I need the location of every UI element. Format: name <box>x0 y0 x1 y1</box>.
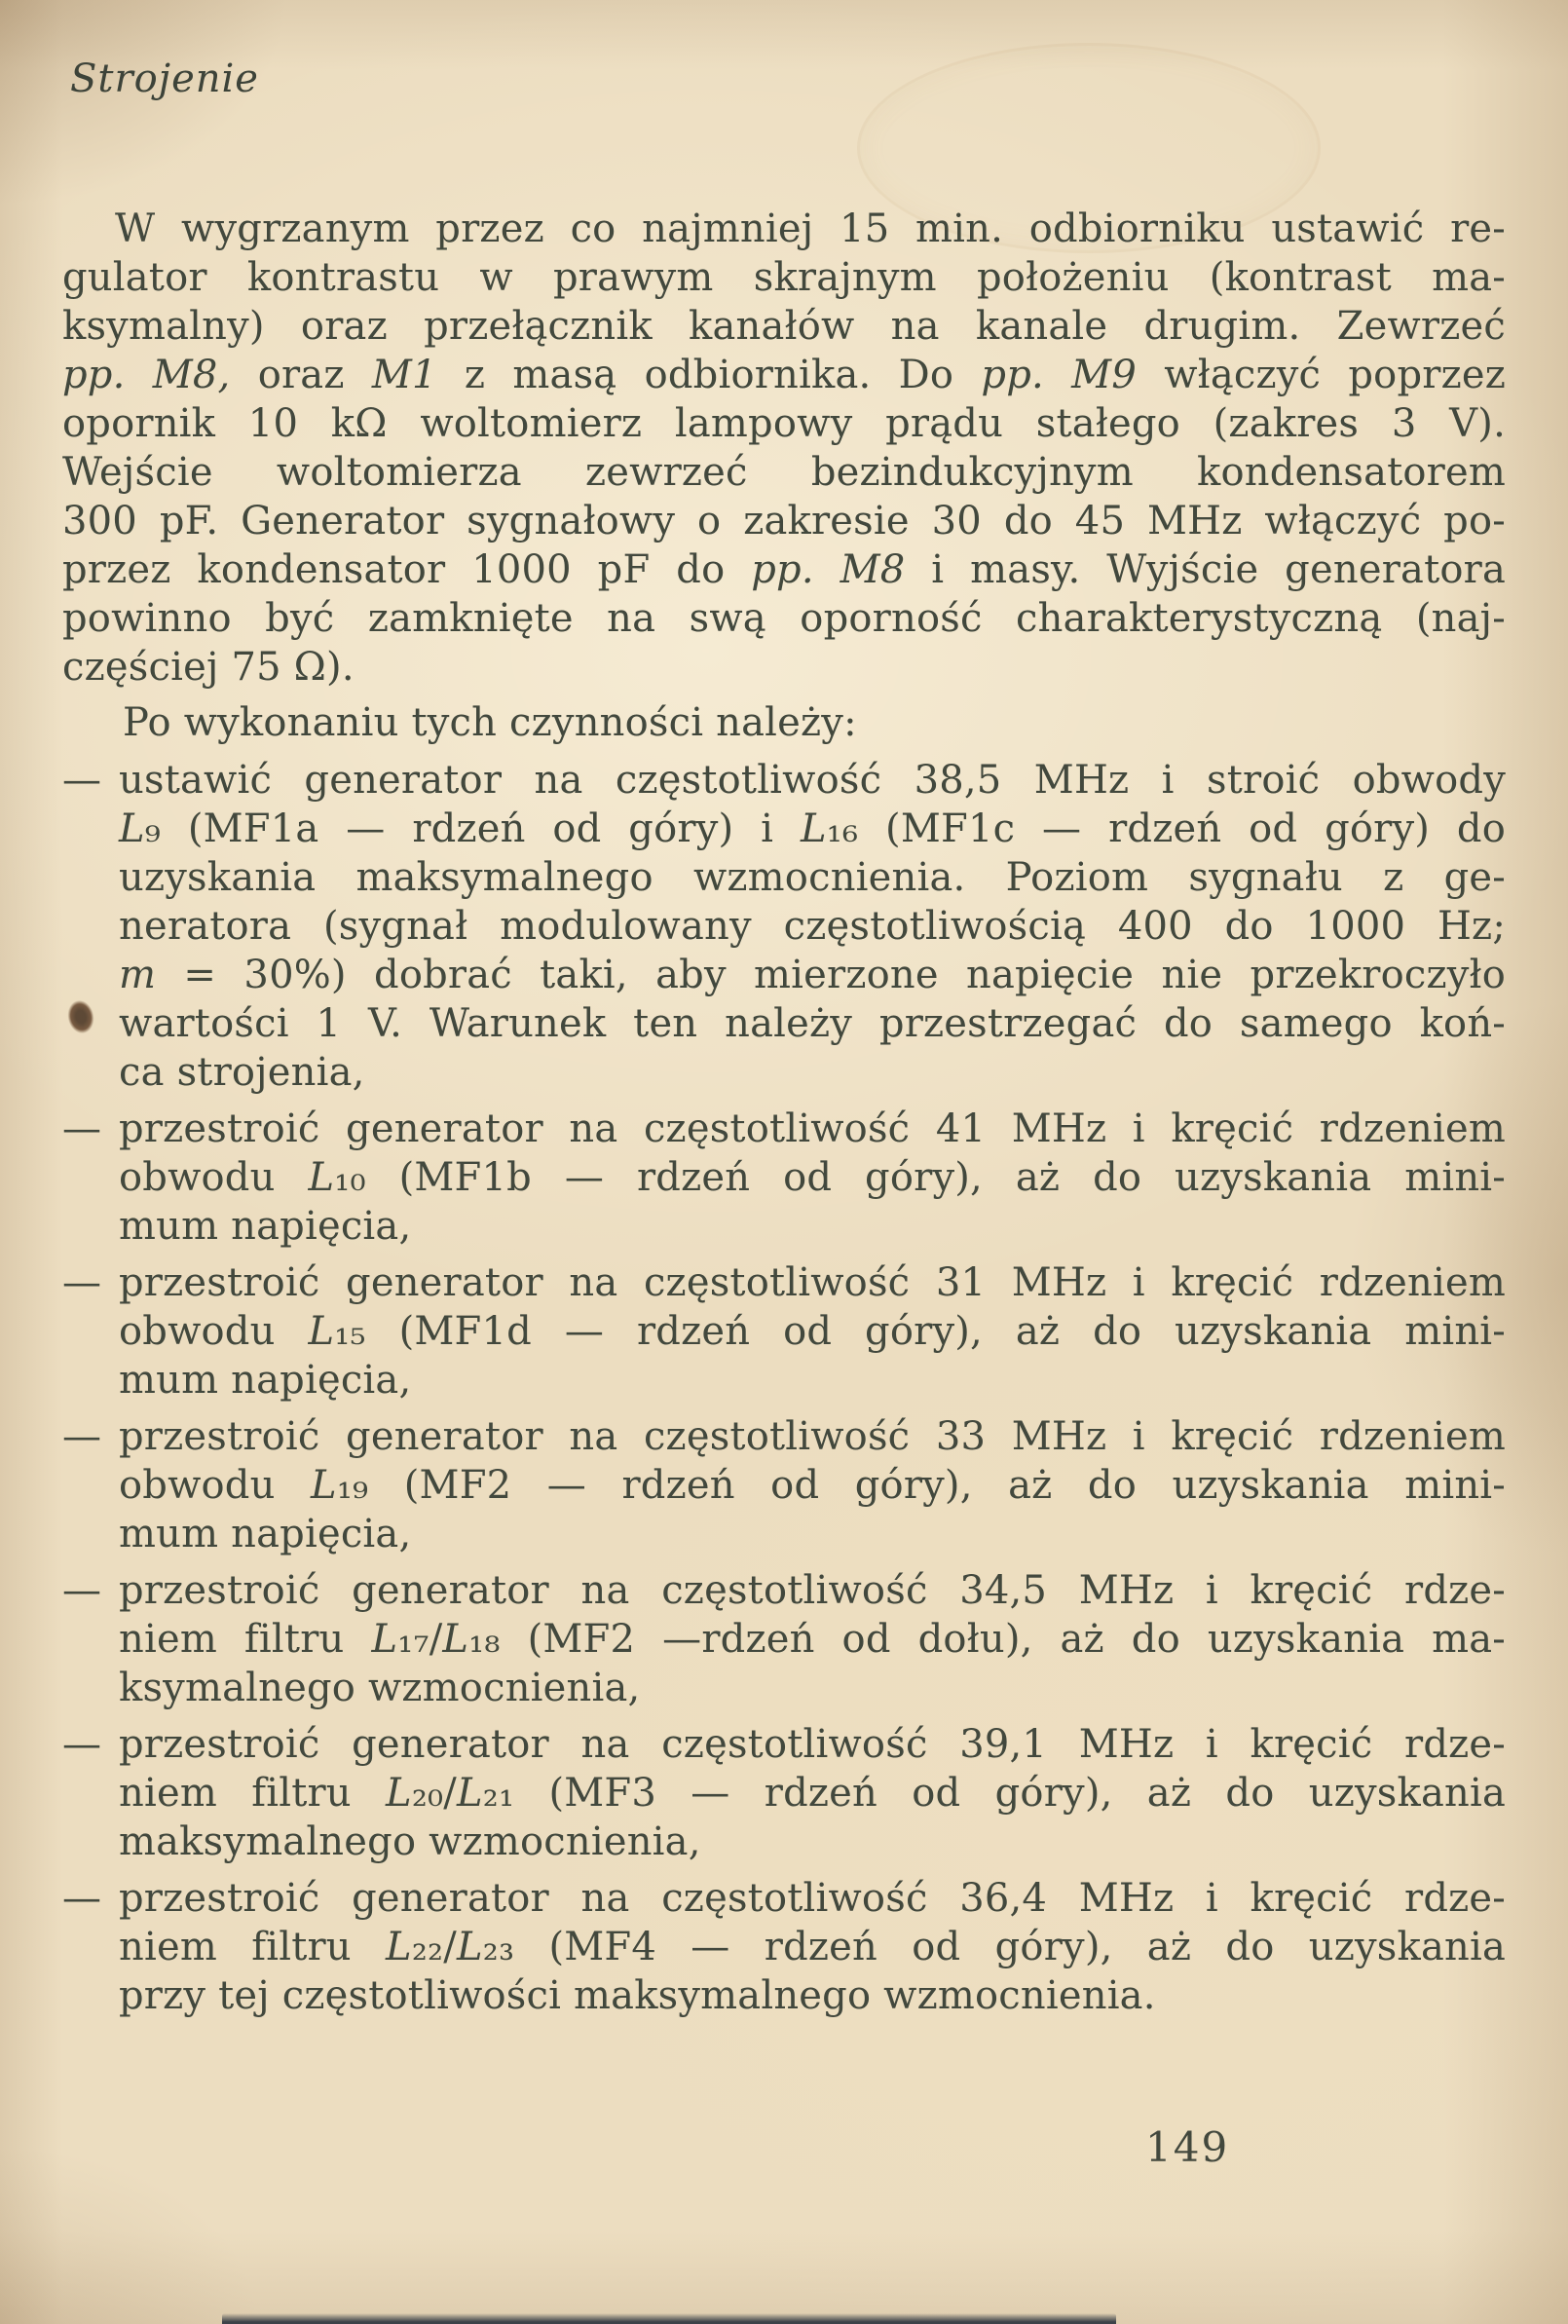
text-line: opornik 10 kΩ woltomierz lampowy prądu stałego (zakres 3 V). <box>62 401 1506 446</box>
section-title: Strojenie <box>70 56 259 101</box>
text-line: Po wykonaniu tych czynności należy: <box>123 700 857 745</box>
text-line: ca strojenia, <box>119 1050 365 1095</box>
text-line: Wejście woltomierza zewrzeć bezindukcyjnym kondensatorem <box>62 450 1506 495</box>
list-item <box>62 1720 1506 1866</box>
dash-marker: — <box>62 1876 102 1921</box>
text-line: obwodu L₁₀ (MF1b — rdzeń od góry), aż do uzyskania mini- <box>119 1155 1506 1200</box>
text-line: mum napięcia, <box>119 1204 412 1249</box>
list-item <box>62 1105 1506 1251</box>
intro-paragraph <box>62 205 1506 692</box>
text-line: przestroić generator na częstotliwość 41 MHz i kręcić rdzeniem <box>119 1106 1506 1151</box>
scan-edge-artifact <box>222 2313 1116 2324</box>
text-line: W wygrzanym przez co najmniej 15 min. odbiorniku ustawić re- <box>115 206 1506 251</box>
list-item <box>62 1874 1506 2020</box>
text-line: przestroić generator na częstotliwość 36,4 MHz i kręcić rdze- <box>119 1876 1506 1921</box>
text-line: obwodu L₁₉ (MF2 — rdzeń od góry), aż do uzyskania mini- <box>119 1463 1506 1508</box>
text-line: pp. M8, oraz M1 z masą odbiornika. Do pp. M9 włączyć poprzez <box>62 353 1506 397</box>
text-line: neratora (sygnał modulowany częstotliwością 400 do 1000 Hz; <box>119 904 1506 949</box>
text-line: niem filtru L₂₀/L₂₁ (MF3 — rdzeń od góry), aż do uzyskania <box>119 1771 1506 1816</box>
list-item <box>62 756 1506 1097</box>
text-line: przestroić generator na częstotliwość 39,1 MHz i kręcić rdze- <box>119 1722 1506 1767</box>
text-line: ustawić generator na częstotliwość 38,5 MHz i stroić obwody <box>119 758 1506 803</box>
list-item <box>62 1566 1506 1712</box>
dash-marker: — <box>62 1414 102 1459</box>
text-line: przy tej częstotliwości maksymalnego wzmocnienia. <box>119 1973 1156 2018</box>
text-line: m = 30%) dobrać taki, aby mierzone napięcie nie przekroczyło <box>119 953 1506 997</box>
procedure-list <box>62 756 1506 2020</box>
text-line: przestroić generator na częstotliwość 33 MHz i kręcić rdzeniem <box>119 1414 1506 1459</box>
dash-marker: — <box>62 758 102 803</box>
text-line: mum napięcia, <box>119 1512 412 1556</box>
text-line: obwodu L₁₅ (MF1d — rdzeń od góry), aż do uzyskania mini- <box>119 1309 1506 1354</box>
dash-marker: — <box>62 1722 102 1767</box>
dash-marker: — <box>62 1260 102 1305</box>
page-number: 149 <box>1145 2123 1230 2171</box>
text-line: mum napięcia, <box>119 1358 412 1403</box>
text-line: niem filtru L₂₂/L₂₃ (MF4 — rdzeń od góry), aż do uzyskania <box>119 1925 1506 1969</box>
text-line: przestroić generator na częstotliwość 31 MHz i kręcić rdzeniem <box>119 1260 1506 1305</box>
page-content <box>62 56 1506 2028</box>
list-item <box>62 1412 1506 1558</box>
text-line: niem filtru L₁₇/L₁₈ (MF2 —rdzeń od dołu), aż do uzyskania ma- <box>119 1617 1506 1662</box>
text-line: uzyskania maksymalnego wzmocnienia. Poziom sygnału z ge- <box>119 855 1506 900</box>
text-line: przestroić generator na częstotliwość 34,5 MHz i kręcić rdze- <box>119 1568 1506 1613</box>
dash-marker: — <box>62 1106 102 1151</box>
list-intro-paragraph <box>62 698 1506 747</box>
text-line: ksymalny) oraz przełącznik kanałów na kanale drugim. Zewrzeć <box>62 304 1506 349</box>
text-line: 300 pF. Generator sygnałowy o zakresie 30 do 45 MHz włączyć po- <box>62 499 1506 544</box>
text-line: częściej 75 Ω). <box>62 645 355 690</box>
text-line: maksymalnego wzmocnienia, <box>119 1819 701 1864</box>
text-line: L₉ (MF1a — rdzeń od góry) i L₁₆ (MF1c — rdzeń od góry) do <box>119 806 1507 851</box>
text-line: gulator kontrastu w prawym skrajnym położeniu (kontrast ma- <box>62 255 1506 300</box>
text-line: wartości 1 V. Warunek ten należy przestrzegać do samego koń- <box>119 1001 1506 1046</box>
list-item <box>62 1258 1506 1405</box>
dash-marker: — <box>62 1568 102 1613</box>
text-line: przez kondensator 1000 pF do pp. M8 i masy. Wyjście generatora <box>62 547 1506 592</box>
text-line: powinno być zamknięte na swą oporność charakterystyczną (naj- <box>62 596 1506 641</box>
text-line: ksymalnego wzmocnienia, <box>119 1666 641 1710</box>
